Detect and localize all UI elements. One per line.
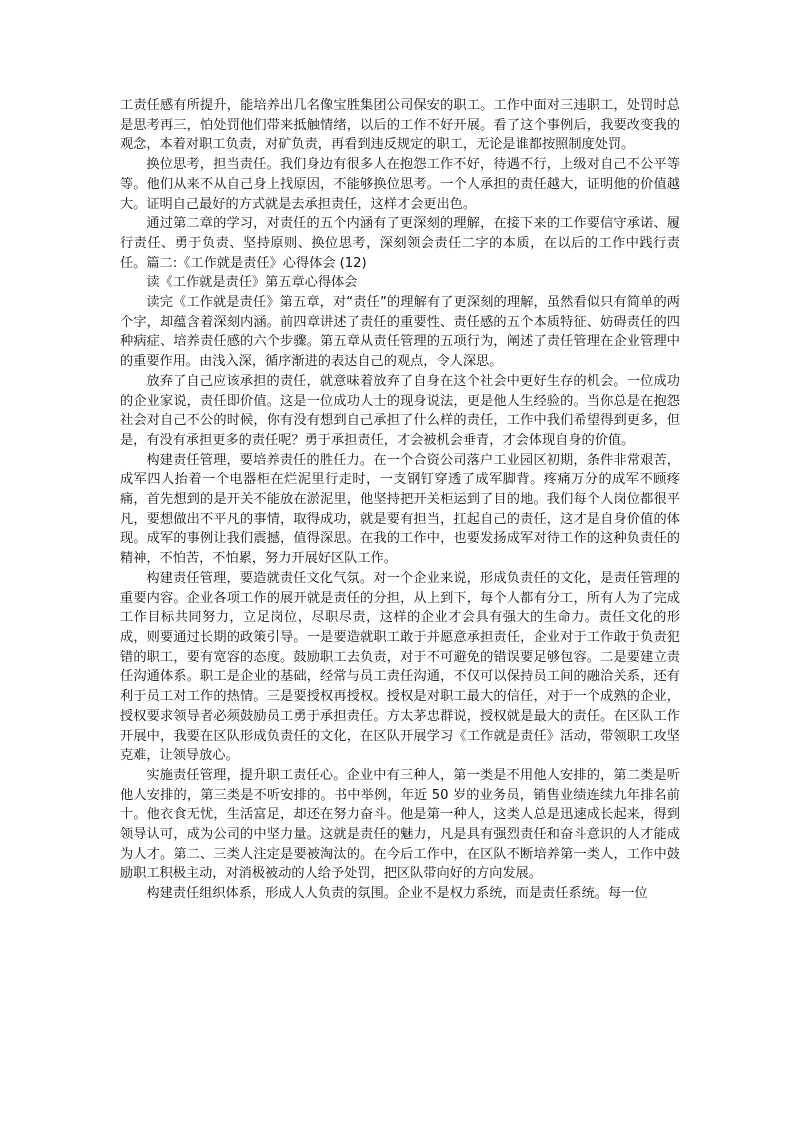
document-page [120,96,680,904]
paragraph-10: 构建责任组织体系，形成人人负责的氛围。企业不是权力系统，而是责任系统。每一位 [146,886,648,902]
paragraph-3: 通过第二章的学习，对责任的五个内涵有了更深刻的理解，在接下来的工作要信守承诺、履行责任、勇于负责、坚持原则、换位思考，深刻领会责任二字的本质，在以后的工作中践行责任。篇二:《工作就是责任》心得体会 (12) [120,216,680,271]
paragraph-6: 放弃了自己应该承担的责任，就意味着放弃了自身在这个社会中更好生存的机会。一位成功的企业家说，责任即价值。这是一位成功人士的现身说法，更是他人生经验的。当你总是在抱怨社会对自己不公的时候，你有没有想到自己承担了什么样的责任，工作中我们希望得到更多，但是，有没有承担更多的责任呢？勇于承担责任，才会被机会垂青，才会体现自身的价值。 [120,373,680,448]
paragraph-8: 构建责任管理，要造就责任文化气氛。对一个企业来说，形成负责任的文化，是责任管理的重要内容。企业各项工作的展开就是责任的分担，从上到下，每个人都有分工，所有人为了完成工作目标共同努力，立足岗位，尽职尽责，这样的企业才会具有强大的生命力。责任文化的形成，则要通过长期的政策引导。一是要造就职工敢于并愿意承担责任，企业对于工作敢于负责犯错的职工，要有宽容的态度。鼓励职工去负责，对于不可避免的错误要足够包容。二是要建立责任沟通体系。职工是企业的基础，经常与员工责任沟通，不仅可以保持员工间的融洽关系，还有利于员工对工作的热情。三是要授权再授权。授权是对职工最大的信任，对于一个成熟的企业，授权要求领导者必须鼓励员工勇于承担责任。方太茅忠群说，授权就是最大的责任。在区队工作开展中，我要在区队形成负责任的文化，在区队开展学习《工作就是责任》活动，带领职工攻坚克难，让领导放心。 [120,570,680,764]
paragraph-5: 读完《工作就是责任》第五章，对“责任”的理解有了更深刻的理解，虽然看似只有简单的两个字，却蕴含着深刻内涵。前四章讲述了责任的重要性、责任感的五个本质特征、妨碍责任的四种病症、培养责任感的六个步骤。第五章从责任管理的五项行为，阐述了责任管理在企业管理中的重要作用。由浅入深，循序渐进的表达自己的观点，令人深思。 [120,295,680,370]
paragraph-1: 工责任感有所提升，能培养出几名像宝胜集团公司保安的职工。工作中面对三违职工，处罚时总是思考再三，怕处罚他们带来抵触情绪，以后的工作不好开展。看了这个事例后，我要改变我的观念，本着对职工负责，对矿负责，再看到违反规定的职工，无论是谁都按照制度处罚。 [120,98,680,153]
paragraph-9: 实施责任管理，提升职工责任心。企业中有三种人，第一类是不用他人安排的，第二类是听他人安排的，第三类是不听安排的。书中举例，年近 50 岁的业务员，销售业绩连续九年排名前十。他衣食无忧，生活富足，却还在努力奋斗。他是第一种人，这类人总是迅速成长起来，得到领导认可，成为公司的中坚力量。这就是责任的魅力，凡是具有强烈责任和奋斗意识的人才能成为人才。第二、三类人注定是要被淘汰的。在今后工作中，在区队不断培养第一类人，工作中鼓励职工积极主动，对消极被动的人给予处罚，把区队带向好的方向发展。 [120,767,680,882]
section-heading: 读《工作就是责任》第五章心得体会 [146,275,358,291]
paragraph-7: 构建责任管理，要培养责任的胜任力。在一个合资公司落户工业园区初期，条件非常艰苦，成军四人抬着一个电器柜在烂泥里行走时，一支钢钉穿透了成军脚背。疼痛万分的成军不顾疼痛，首先想到的是开关不能放在淤泥里，他坚持把开关柜运到了目的地。我们每个人岗位都很平凡，要想做出不平凡的事情，取得成功，就是要有担当，扛起自己的责任，这才是自身价值的体现。成军的事例让我们震撼，值得深思。在我的工作中，也要发扬成军对待工作的这种负责任的精神，不怕苦，不怕累，努力开展好区队工作。 [120,452,680,567]
paragraph-2: 换位思考，担当责任。我们身边有很多人在抱怨工作不好，待遇不行，上级对自己不公平等等。他们从来不从自己身上找原因，不能够换位思考。一个人承担的责任越大，证明他的价值越大。证明自己最好的方式就是去承担责任，这样才会更出色。 [120,157,680,212]
